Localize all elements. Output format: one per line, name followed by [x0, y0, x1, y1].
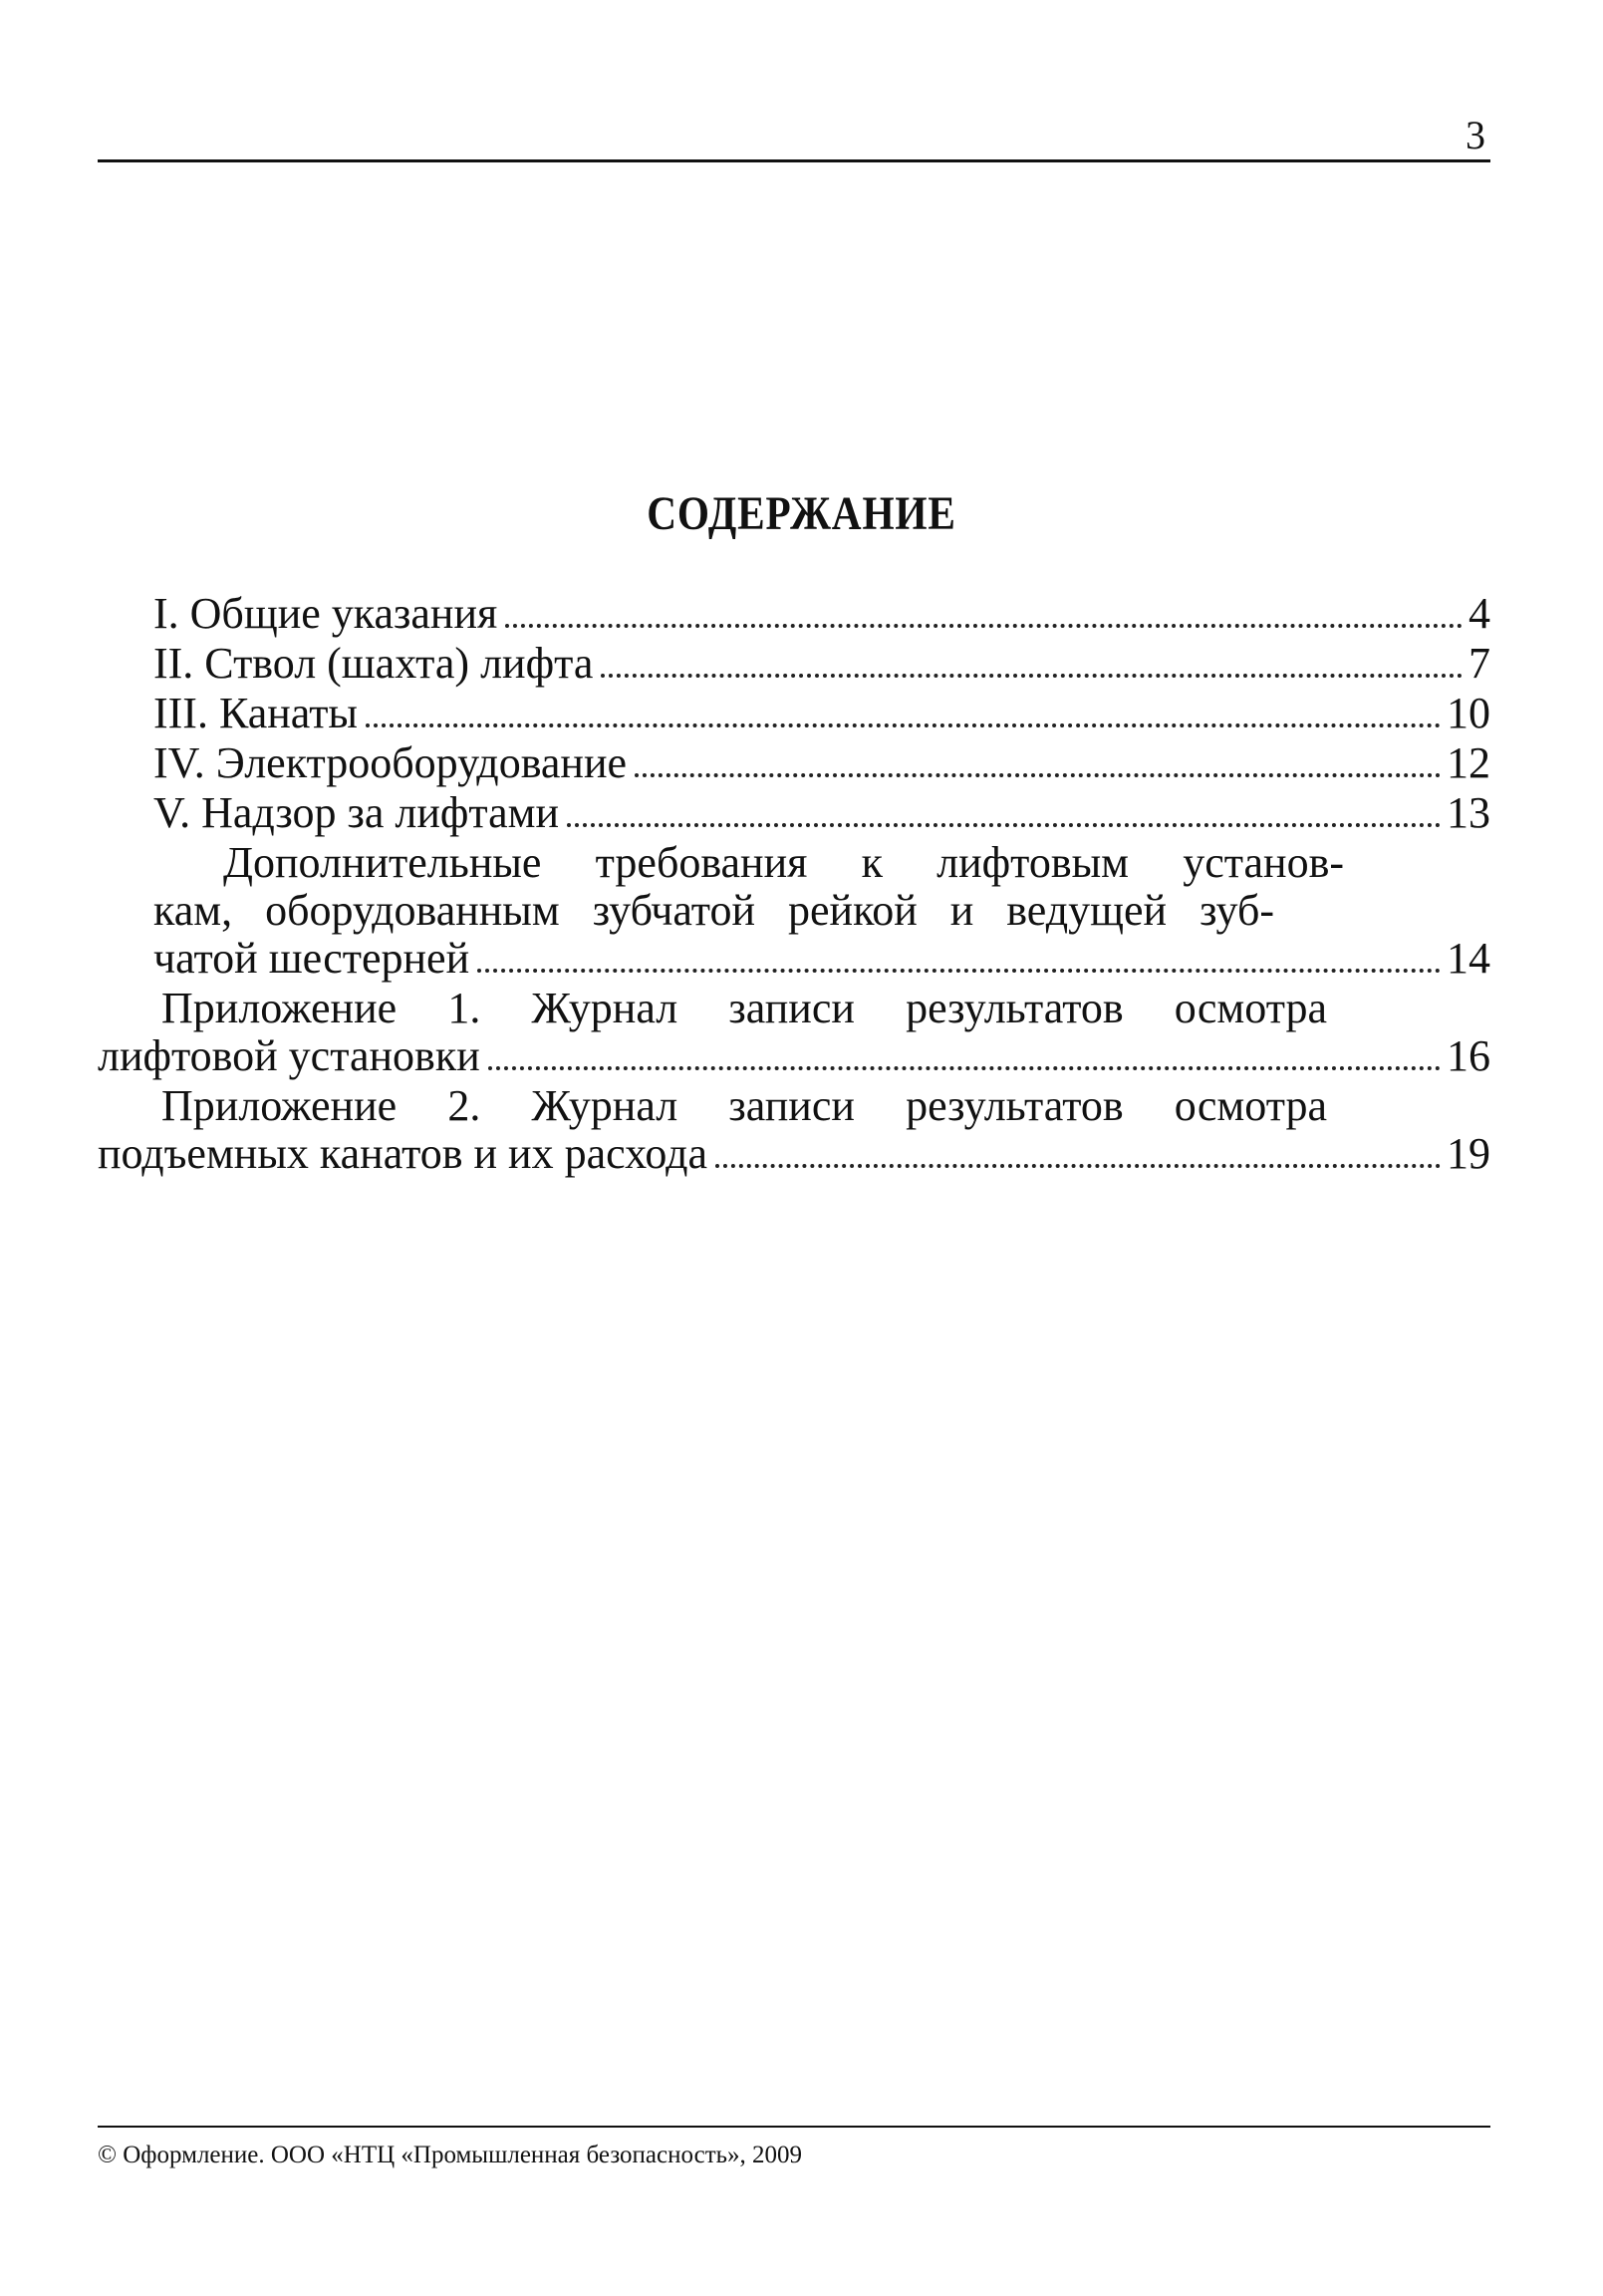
toc-entry-page: 7 [1469, 639, 1490, 688]
toc-leader-dots [567, 823, 1441, 827]
toc-entry-line: Приложение 1. Журнал записи результатов осмотра [161, 984, 1327, 1032]
toc-entry-text: IV. Электрооборудование [153, 738, 628, 787]
toc-entry-page: 19 [1447, 1129, 1490, 1178]
toc-entry-page: 14 [1447, 934, 1490, 983]
toc-entry-text: подъемных канатов и их расхода [98, 1129, 708, 1178]
toc-entry-text: чатой шестерней [153, 934, 470, 983]
toc-entry-appendix-1[interactable] [98, 985, 1490, 1080]
footer-rule [98, 2126, 1490, 2128]
toc-title: СОДЕРЖАНИЕ [647, 487, 956, 540]
toc-entry-page: 4 [1469, 589, 1490, 638]
copyright-footer: © Оформление. ООО «НТЦ «Промышленная безопасность», 2009 [98, 2142, 803, 2168]
toc-entry-page: 16 [1447, 1031, 1490, 1080]
toc-entry-appendix-2[interactable] [98, 1082, 1490, 1178]
header-rule [98, 159, 1490, 162]
toc-leader-dots [505, 624, 1463, 628]
page-number: 3 [1466, 113, 1485, 157]
toc-entry-text: II. Ствол (шахта) лифта [153, 639, 594, 688]
toc-leader-dots [488, 1066, 1441, 1070]
toc-leader-dots [715, 1164, 1441, 1168]
toc-entry-page: 10 [1447, 689, 1490, 737]
toc-entry-text: лифтовой установки [98, 1031, 480, 1080]
toc-entry-electrical-equipment[interactable] [98, 739, 1490, 787]
toc-entry-ropes[interactable] [98, 690, 1490, 737]
toc-leader-dots [477, 969, 1441, 973]
toc-entry-supervision[interactable] [98, 789, 1490, 837]
toc-leader-dots [366, 723, 1441, 727]
toc-entry-additional-requirements[interactable] [98, 839, 1490, 983]
toc-entry-page: 13 [1447, 788, 1490, 837]
toc-entry-line: кам, оборудованным зубчатой рейкой и ведущей зуб- [153, 886, 1274, 935]
toc-entry-line: Дополнительные требования к лифтовым установ- [223, 838, 1344, 887]
toc-entry-text: III. Канаты [153, 689, 358, 737]
toc-entry-text: I. Общие указания [153, 589, 498, 638]
toc-entry-shaft[interactable] [98, 640, 1490, 688]
toc-entry-page: 12 [1447, 738, 1490, 787]
toc-leader-dots [635, 773, 1441, 777]
toc-entry-general-instructions[interactable] [98, 590, 1490, 638]
toc-entry-text: V. Надзор за лифтами [153, 788, 560, 837]
toc-leader-dots [601, 674, 1463, 678]
toc-entry-line: Приложение 2. Журнал записи результатов осмотра [161, 1081, 1327, 1130]
table-of-contents [98, 590, 1490, 1178]
